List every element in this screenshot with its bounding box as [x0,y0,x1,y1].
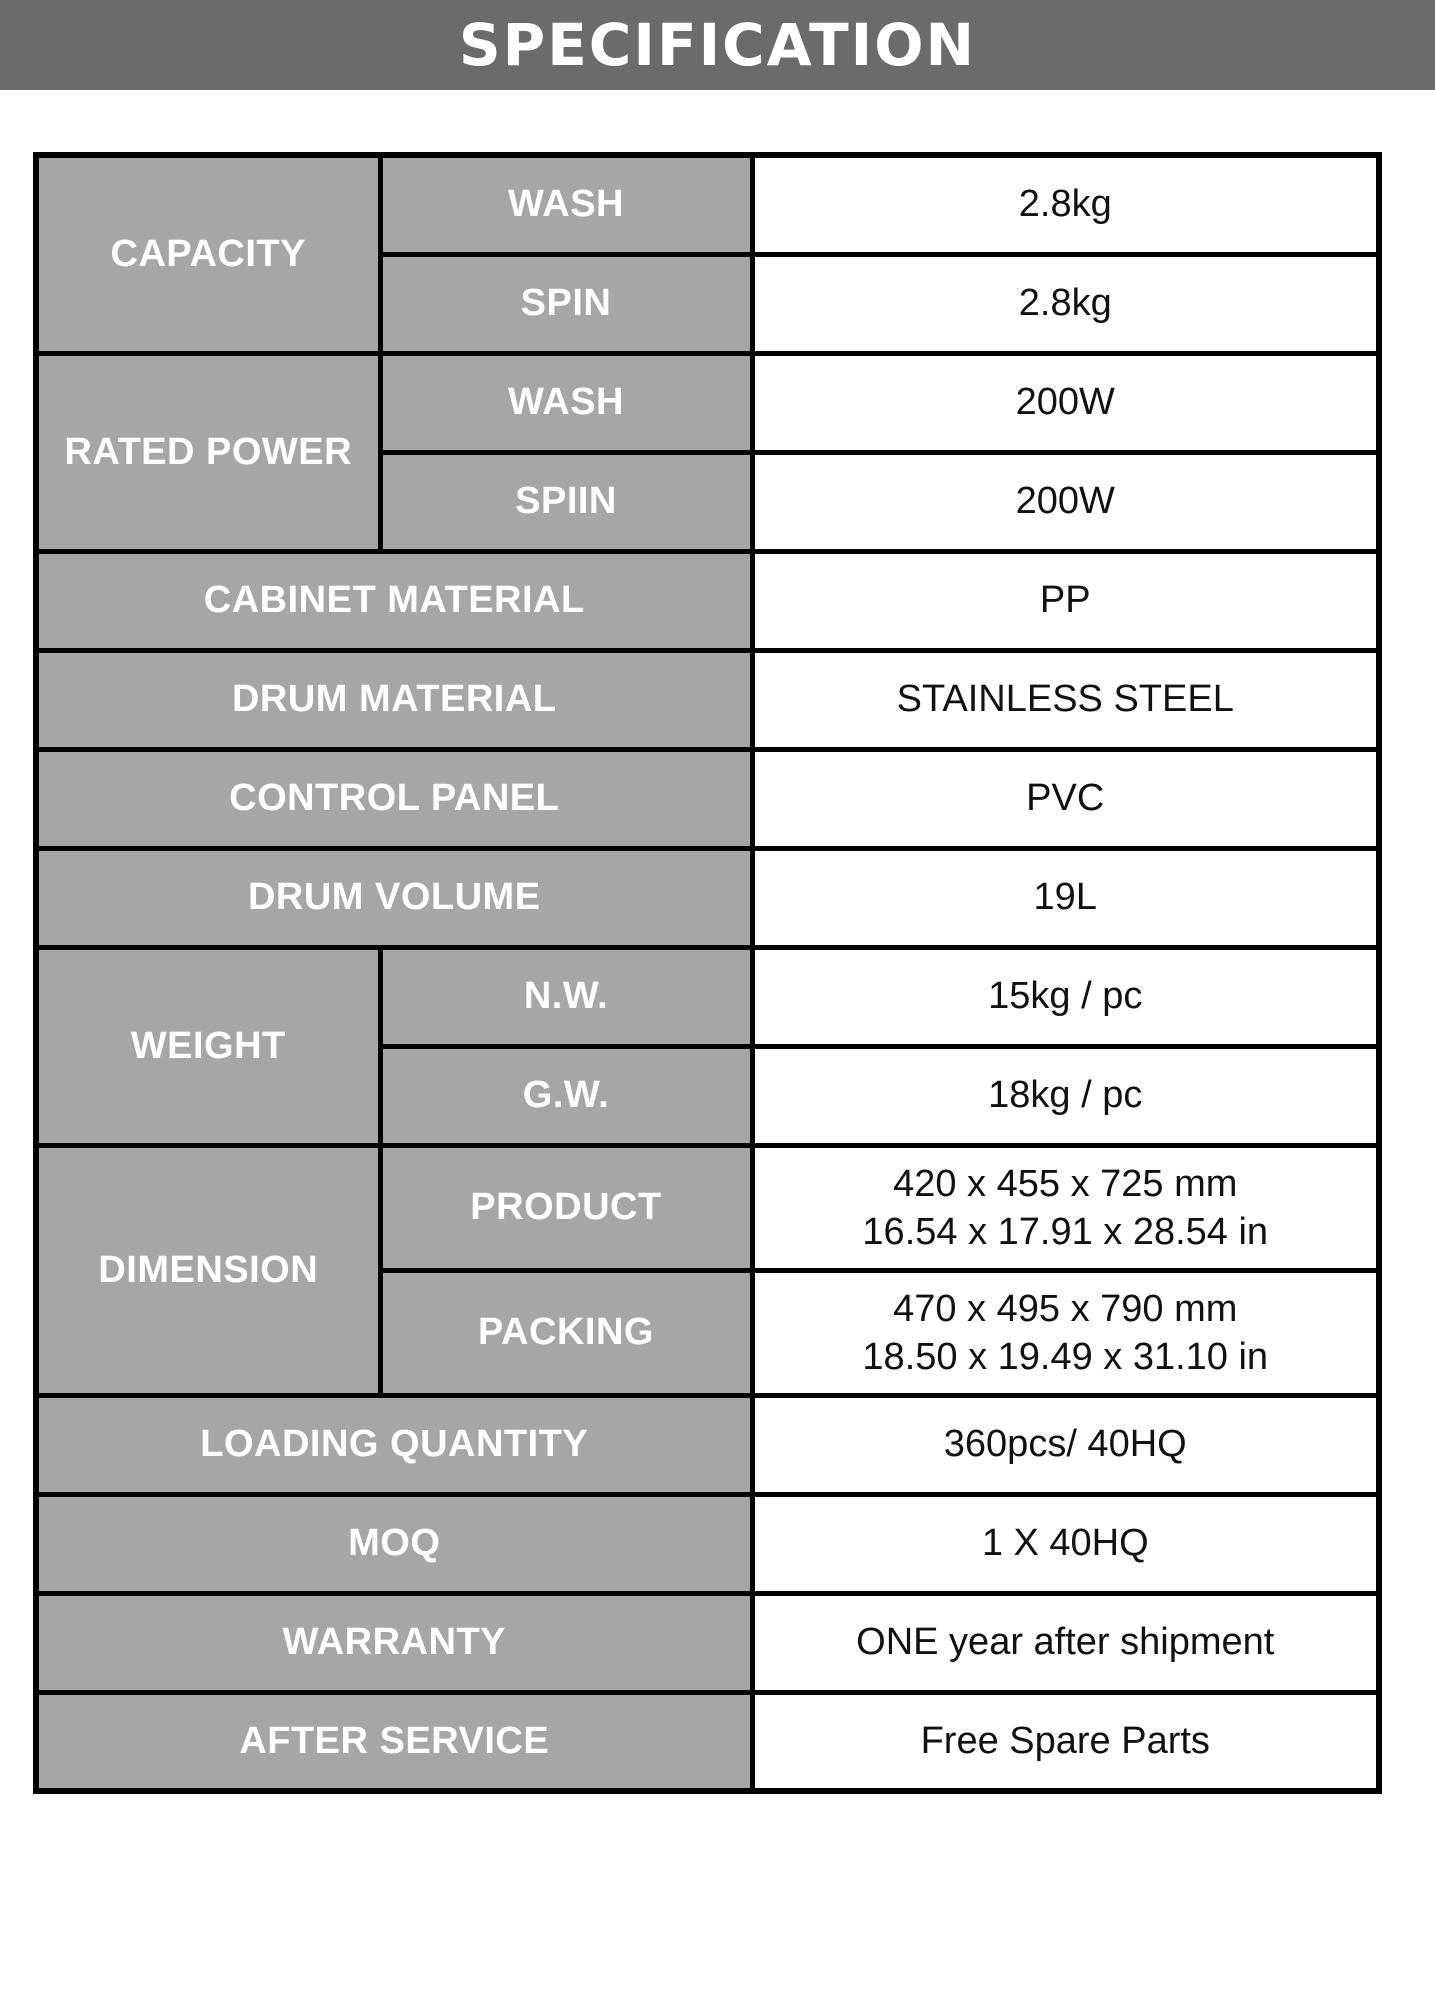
table-row [36,1692,1379,1791]
drum-volume-value: 19L [752,848,1379,947]
capacity-spin-value: 2.8kg [752,254,1379,353]
weight-nw-label: N.W. [380,947,752,1046]
rated-power-spin-label: SPIIN [380,452,752,551]
dimension-product-value [752,1145,1379,1270]
rated-power-label: RATED POWER [36,353,380,551]
rated-power-wash-value: 200W [752,353,1379,452]
table-row [36,1395,1379,1494]
weight-gw-label: G.W. [380,1046,752,1145]
capacity-spin-label: SPIN [380,254,752,353]
title-banner [0,0,1435,90]
table-row [36,353,1379,452]
rated-power-wash-label: WASH [380,353,752,452]
after-service-label: AFTER SERVICE [36,1692,752,1791]
table-row [36,1145,1379,1270]
page-title: SPECIFICATION [458,11,977,79]
loading-quantity-value: 360pcs/ 40HQ [752,1395,1379,1494]
packing-size-mm: 470 x 495 x 790 mm [893,1287,1238,1330]
product-size-mm: 420 x 455 x 725 mm [893,1162,1238,1205]
after-service-value: Free Spare Parts [752,1692,1379,1791]
table-row [36,551,1379,650]
cabinet-material-value: PP [752,551,1379,650]
weight-nw-value: 15kg / pc [752,947,1379,1046]
rated-power-spin-value: 200W [752,452,1379,551]
warranty-label: WARRANTY [36,1593,752,1692]
table-row [36,1593,1379,1692]
product-size-in: 16.54 x 17.91 x 28.54 in [862,1210,1269,1253]
dimension-packing-label: PACKING [380,1270,752,1395]
table-row [36,749,1379,848]
weight-gw-value: 18kg / pc [752,1046,1379,1145]
warranty-value: ONE year after shipment [752,1593,1379,1692]
table-row [36,155,1379,254]
moq-value: 1 X 40HQ [752,1494,1379,1593]
control-panel-label: CONTROL PANEL [36,749,752,848]
dimension-product-label: PRODUCT [380,1145,752,1270]
capacity-wash-label: WASH [380,155,752,254]
dimension-packing-value [752,1270,1379,1395]
specification-table [33,152,1382,1794]
drum-material-label: DRUM MATERIAL [36,650,752,749]
table-row [36,650,1379,749]
drum-material-value: STAINLESS STEEL [752,650,1379,749]
moq-label: MOQ [36,1494,752,1593]
weight-label: WEIGHT [36,947,380,1145]
capacity-wash-value: 2.8kg [752,155,1379,254]
table-row [36,947,1379,1046]
packing-size-in: 18.50 x 19.49 x 31.10 in [862,1335,1269,1378]
loading-quantity-label: LOADING QUANTITY [36,1395,752,1494]
dimension-label: DIMENSION [36,1145,380,1395]
drum-volume-label: DRUM VOLUME [36,848,752,947]
table-row [36,848,1379,947]
capacity-label: CAPACITY [36,155,380,353]
table-row [36,1494,1379,1593]
cabinet-material-label: CABINET MATERIAL [36,551,752,650]
control-panel-value: PVC [752,749,1379,848]
